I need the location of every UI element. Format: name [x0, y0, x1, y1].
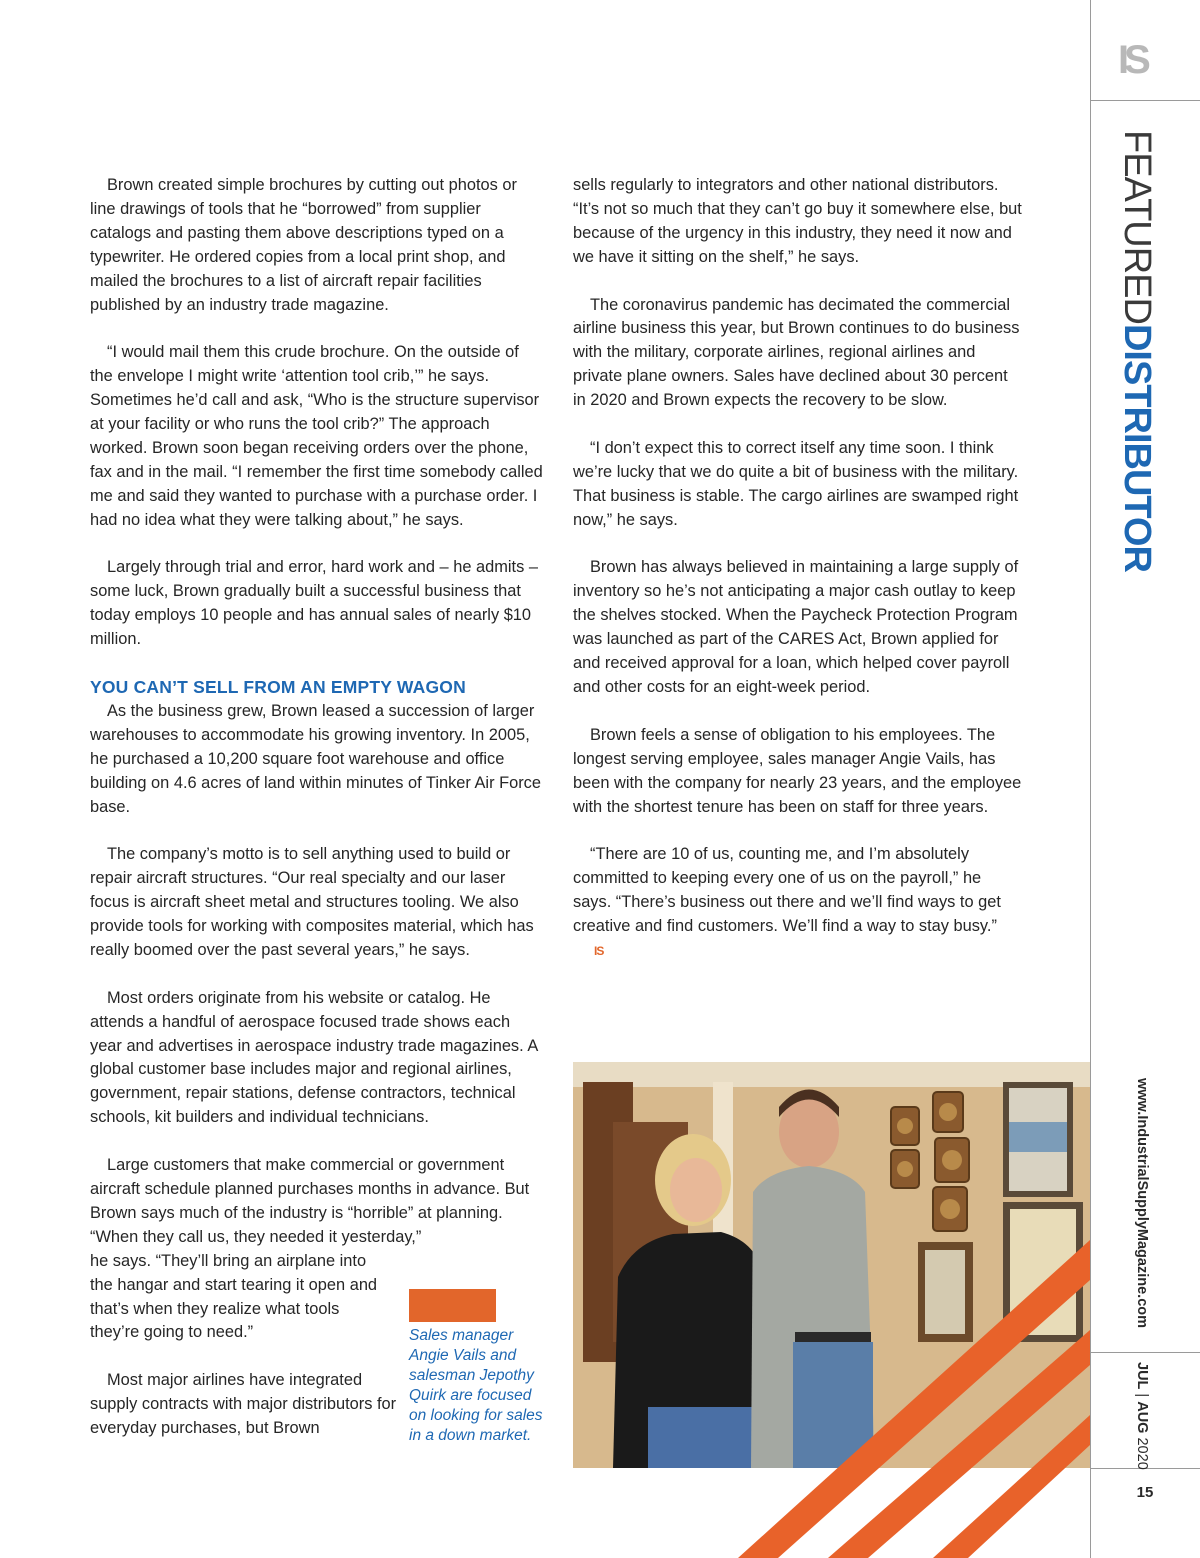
- sidebar-rule-top: [1090, 100, 1200, 101]
- caption-accent-bar: [409, 1289, 496, 1322]
- paragraph: Brown feels a sense of obligation to his employees. The longest serving employee, sales manager Angie Vails, has been with the company for nearly 23 years, and the employee with the shortest tenure has been on staff for three years.: [573, 725, 1022, 816]
- paragraph: Most orders originate from his website or catalog. He attends a handful of aerospace focused trade shows each year and advertises in aerospace industry trade magazines. A global customer base includes major and regional airlines, government, repair stations, defense contractors, technical schools, kit builders and individual technicians.: [90, 988, 538, 1127]
- paragraph-continued: he says. “They’ll bring an airplane into the hangar and start tearing it open and that’s when they realize what tools they’re going to need.”: [90, 1251, 378, 1342]
- paragraph: Large customers that make commercial or government aircraft schedule planned purchases months in advance. But Brown says much of the industry is “horrible” at planning. “When they call us, they needed it yesterday,”: [90, 1156, 530, 1246]
- paragraph: sells regularly to integrators and other national distributors. “It’s not so much that they can’t go buy it somewhere else, but because of the urgency in this industry, they need it now and we have it sitting on the shelf,” he says.: [573, 176, 1022, 266]
- issue-month-1: JUL: [1134, 1362, 1150, 1390]
- website-url[interactable]: www.IndustrialSupplyMagazine.com: [1134, 1078, 1150, 1329]
- paragraph: Brown created simple brochures by cutting out photos or line drawings of tools that he “borrowed” from supplier catalogs and pasting them above descriptions typed on a typewriter. He ordered copies from a local print shop, and mailed the brochures to a list of aircraft repair facilities published by an industry trade magazine.: [90, 176, 517, 314]
- article-left-column: [90, 174, 545, 1465]
- issue-month-2: AUG: [1134, 1401, 1150, 1434]
- magazine-logo: IS: [1118, 38, 1146, 82]
- paragraph: Brown has always believed in maintaining a large supply of inventory so he’s not anticipating a major cash outlay to keep the shelves stocked. When the Paycheck Protection Program was launched as part of the CARES Act, Brown applied for and received approval for a loan, which helped cover payroll and other costs for an eight-week period.: [573, 558, 1019, 696]
- paragraph: “I would mail them this crude brochure. On the outside of the envelope I might write ‘attention tool crib,’” he says. Sometimes he’d call and ask, “Who is the structure supervisor at your facility or who runs the tool crib?” The approach worked. Brown soon began receiving orders over the phone, fax and in the mail. “I remember the first time somebody called me and said they wanted to purchase with a purchase order. I had no idea what they were talking about,” he says.: [90, 343, 543, 529]
- paragraph: As the business grew, Brown leased a succession of larger warehouses to accommodate his growing inventory. In 2005, he purchased a 10,200 square foot warehouse and office building on 4.6 acres of land within minutes of Tinker Air Force base.: [90, 701, 541, 816]
- paragraph: “I don’t expect this to correct itself any time soon. I think we’re lucky that we do quite a bit of business with the military. That business is stable. The cargo airlines are swamped right now,” he says.: [573, 438, 1019, 529]
- issue-year: 2020: [1134, 1433, 1150, 1470]
- section-title-light: FEATURED: [1116, 130, 1158, 324]
- paragraph: Most major airlines have integrated supply contracts with major distributors for everyday purchases, but Brown: [90, 1371, 397, 1438]
- sidebar-rule-issue: [1090, 1352, 1200, 1353]
- photo-caption: Sales manager Angie Vails and salesman Jepothy Quirk are focused on looking for sales in a down market.: [409, 1327, 543, 1444]
- paragraph: The coronavirus pandemic has decimated the commercial airline business this year, but Brown continues to do business with the military, corporate airlines, regional airlines and private plane owners. Sales have declined about 30 percent in 2020 and Brown expects the recovery to be slow.: [573, 295, 1020, 410]
- section-heading: YOU CAN’T SELL FROM AN EMPTY WAGON: [90, 676, 466, 697]
- section-title-bold: DISTRIBUTOR: [1116, 323, 1158, 572]
- issue-date: [1134, 1362, 1150, 1470]
- sidebar-divider: [1090, 0, 1091, 1558]
- end-mark: IS: [594, 943, 604, 958]
- decorative-stripes: [573, 1160, 1090, 1558]
- section-title: [1118, 130, 1156, 572]
- article-right-column: [573, 174, 1023, 988]
- paragraph: Largely through trial and error, hard work and – he admits – some luck, Brown gradually built a successful business that today employs 10 people and has annual sales of nearly $10 million.: [90, 558, 538, 649]
- paragraph: [573, 843, 1023, 964]
- closing-paragraph-text: “There are 10 of us, counting me, and I’m absolutely committed to keeping every one of us on the payroll,” he says. “There’s business out there and we’ll find ways to get creative and find customers. We’ll find a way to stay busy.”: [573, 845, 1001, 936]
- page-number: 15: [1136, 1484, 1154, 1501]
- issue-separator: |: [1134, 1389, 1150, 1402]
- paragraph: The company’s motto is to sell anything used to build or repair aircraft structures. “Our real specialty and our laser focus is aircraft sheet metal and structures tooling. We also provide tools for working with composites material, which has really boomed over the past several years,” he says.: [90, 845, 534, 959]
